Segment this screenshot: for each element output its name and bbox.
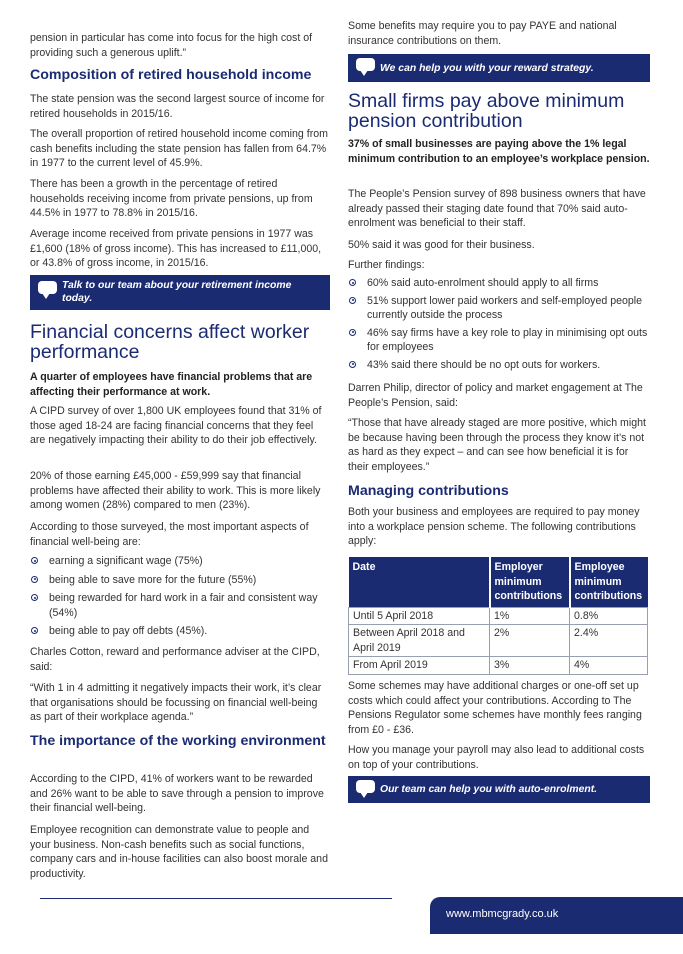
table-cell: 2.4% xyxy=(570,625,648,657)
concerns-lead: A quarter of employees have financial problems that are affecting their performance at work. xyxy=(30,371,313,398)
environment-p2: Employee recognition can demonstrate value to people and your business. Non-cash benefits such as social functions, company cars and in-house facilities can also boost morale and productivity. xyxy=(30,824,328,880)
table-header-row xyxy=(349,557,648,607)
speech-bubble-icon xyxy=(356,780,375,793)
list-item: 60% said auto-enrolment should apply to all firms xyxy=(348,276,650,291)
list-item: being able to pay off debts (45%). xyxy=(30,624,330,639)
table-cell: 1% xyxy=(490,607,570,625)
speech-bubble-icon xyxy=(38,281,57,294)
small-firms-p4: Darren Philip, director of policy and market engagement at The People’s Pension, said: xyxy=(348,382,643,409)
cipd-quote: “With 1 in 4 admitting it negatively impacts their work, it’s clear that organisations should be focussing on financial well-being as part of their workplace agenda.” xyxy=(30,682,322,724)
bullet-icon xyxy=(349,361,356,368)
wellbeing-aspects-list xyxy=(30,554,330,639)
bullet-icon xyxy=(349,329,356,336)
footer-bar xyxy=(430,897,683,934)
concerns-p1: A CIPD survey of over 1,800 UK employees found that 31% of those aged 18-24 are facing financial concerns that they feel are negatively impacting their ability to do their job effectively. xyxy=(30,405,322,447)
concerns-p4: Charles Cotton, reward and performance adviser at the CIPD, said: xyxy=(30,646,320,673)
table-row xyxy=(349,607,648,625)
column-header-employee: Employee minimum contributions xyxy=(570,557,648,607)
small-firms-p3: Further findings: xyxy=(348,259,425,271)
further-findings-list xyxy=(348,276,650,373)
contributions-p2: Some schemes may have additional charges or one-off set up costs which could affect your contributions. According to The Pensions Regulator some schemes have monthly fees ranging from £0 - £36. xyxy=(348,680,642,736)
contributions-heading: Managing contributions xyxy=(348,483,509,499)
small-firms-lead: 37% of small businesses are paying above the 1% legal minimum contribution to an employee’s workplace pension. xyxy=(348,138,650,165)
footer-divider xyxy=(40,898,392,899)
table-cell: Until 5 April 2018 xyxy=(349,607,490,625)
reward-strategy-banner-text: We can help you with your reward strategy. xyxy=(380,63,594,74)
composition-p2: The overall proportion of retired household income coming from cash benefits including the state pension has fallen from 64.7% in 1977 to the current level of 45.9%. xyxy=(30,128,328,170)
bullet-icon xyxy=(31,557,38,564)
composition-p3: There has been a growth in the percentage of retired households receiving income from private pensions, up from 44.5% in 1977 to 78.8% in 2015/16. xyxy=(30,178,313,220)
concerns-p3: According to those surveyed, the most important aspects of financial well-being are: xyxy=(30,521,309,548)
column-header-employer: Employer minimum contributions xyxy=(490,557,570,607)
speech-bubble-icon xyxy=(356,58,375,71)
environment-p1: According to the CIPD, 41% of workers want to be rewarded and 26% want to be able to save through a pension to improve their financial well-being. xyxy=(30,773,324,815)
bullet-icon xyxy=(349,279,356,286)
list-item: earning a significant wage (75%) xyxy=(30,554,330,569)
retirement-income-banner[interactable] xyxy=(30,275,330,310)
table-row xyxy=(349,625,648,657)
contributions-p3: How you manage your payroll may also lead to additional costs on top of your contributions. xyxy=(348,744,645,771)
table-cell: 3% xyxy=(490,657,570,675)
list-item: being rewarded for hard work in a fair and consistent way (54%) xyxy=(30,591,330,620)
table-cell: 0.8% xyxy=(570,607,648,625)
auto-enrolment-banner[interactable] xyxy=(348,776,650,803)
small-firms-heading: Small firms pay above minimum pension contribution xyxy=(348,90,625,132)
bullet-icon xyxy=(31,627,38,634)
table-cell: Between April 2018 and April 2019 xyxy=(349,625,490,657)
reward-strategy-banner[interactable] xyxy=(348,54,650,82)
table-cell: 2% xyxy=(490,625,570,657)
column-header-date: Date xyxy=(349,557,490,607)
table-cell: From April 2019 xyxy=(349,657,490,675)
retirement-income-banner-text: Talk to our team about your retirement income today. xyxy=(62,280,292,304)
table-cell: 4% xyxy=(570,657,648,675)
auto-enrolment-banner-text: Our team can help you with auto-enrolment. xyxy=(380,784,598,795)
bullet-icon xyxy=(349,297,356,304)
small-firms-p2: 50% said it was good for their business. xyxy=(348,239,535,251)
bullet-icon xyxy=(31,594,38,601)
list-item: being able to save more for the future (55%) xyxy=(30,573,330,588)
intro-tail-left: pension in particular has come into focus for the high cost of providing such a generous uplift.” xyxy=(30,32,313,59)
composition-p4: Average income received from private pensions in 1977 was £1,600 (18% of gross income). This has increased to £11,000, or 43.8% of gross income, in 2015/16. xyxy=(30,228,322,270)
bullet-icon xyxy=(31,576,38,583)
composition-heading: Composition of retired household income xyxy=(30,67,312,83)
table-row xyxy=(349,657,648,675)
concerns-heading: Financial concerns affect worker performance xyxy=(30,321,310,363)
list-item: 46% say firms have a key role to play in minimising opt outs for employees xyxy=(348,326,650,355)
list-item: 43% said there should be no opt outs for workers. xyxy=(348,358,650,373)
concerns-p2: 20% of those earning £45,000 - £59,999 say that financial problems have affected their ability to work. This is more likely among women (28%) compared to men (23%). xyxy=(30,470,321,512)
peoples-pension-quote: “Those that have already staged are more positive, which might be because having been through the process they know it’s not as hard as they expect – and can see how beneficial it is for their employees.” xyxy=(348,417,646,473)
contributions-p1: Both your business and employees are required to pay money into a workplace pension scheme. The following contributions apply: xyxy=(348,506,640,548)
composition-p1: The state pension was the second largest source of income for retired households in 2015/16. xyxy=(30,93,325,120)
small-firms-p1: The People’s Pension survey of 898 business owners that have already passed their staging date found that 70% said auto-enrolment was beneficial to their staff. xyxy=(348,188,646,230)
website-link[interactable]: www.mbmcgrady.co.uk xyxy=(446,908,559,920)
contributions-table xyxy=(348,557,648,675)
intro-tail-right: Some benefits may require you to pay PAYE and national insurance contributions on them. xyxy=(348,20,617,47)
environment-heading: The importance of the working environment xyxy=(30,733,326,749)
list-item: 51% support lower paid workers and self-employed people currently outside the process xyxy=(348,294,650,323)
